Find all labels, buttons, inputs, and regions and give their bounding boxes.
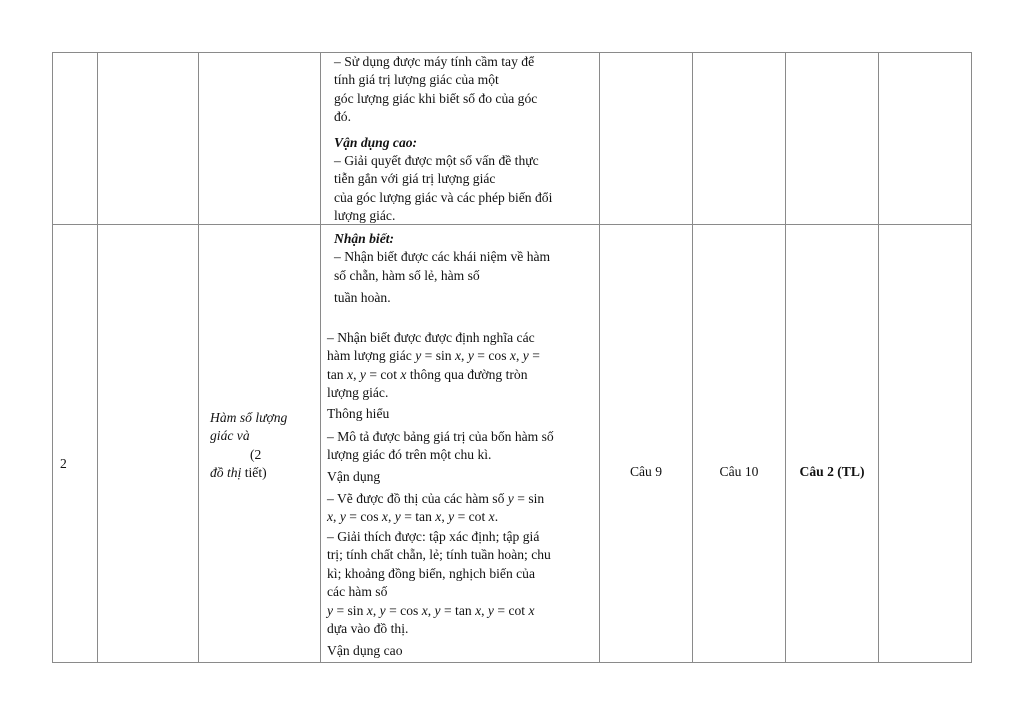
content-line: góc lượng giác khi biết số đo của góc	[334, 91, 538, 106]
content-line: của góc lượng giác và các phép biến đổi	[334, 190, 553, 205]
section-heading-van-dung-cao: Vận dụng cao:	[334, 135, 418, 150]
content-line: kì; khoảng đồng biến, nghịch biến của	[327, 566, 536, 581]
content-line: x, y = cos x, y = tan x, y = cot x.	[327, 509, 499, 524]
unit-name-line: đồ thị tiết)	[210, 465, 267, 480]
section-heading-van-dung-cao: Vận dụng cao	[327, 643, 403, 658]
content-line: số chẵn, hàm số lẻ, hàm số	[334, 268, 480, 283]
content-line: – Sử dụng được máy tính cầm tay để	[334, 54, 535, 69]
section-heading-van-dung: Vận dụng	[327, 469, 381, 484]
unit-name-line: giác và	[210, 428, 250, 443]
content-line: trị; tính chất chẵn, lẻ; tính tuần hoàn; chu	[327, 547, 551, 562]
unit-periods: (2	[250, 447, 262, 462]
content-line: các hàm số	[327, 584, 388, 599]
content-line: – Nhận biết được được định nghĩa các	[327, 330, 535, 345]
content-line: tan x, y = cot x thông qua đường tròn	[327, 367, 528, 382]
content-line: tính giá trị lượng giác của một	[334, 72, 499, 87]
content-line: lượng giác.	[327, 385, 389, 400]
question-understand: Câu 10	[719, 464, 759, 479]
content-line: – Mô tả được bảng giá trị của bốn hàm số	[327, 429, 554, 444]
content-line: dựa vào đồ thị.	[327, 621, 409, 636]
content-line: hàm lượng giác y = sin x, y = cos x, y =	[327, 348, 540, 363]
content-line: tuần hoàn.	[334, 290, 391, 305]
content-line: y = sin x, y = cos x, y = tan x, y = cot x	[327, 603, 535, 618]
section-heading-thong-hieu: Thông hiểu	[327, 406, 390, 421]
section-heading-nhan-biet: Nhận biết:	[334, 231, 395, 246]
content-line: – Giải quyết được một số vấn đề thực	[334, 153, 539, 168]
row-number: 2	[60, 456, 67, 471]
question-recognize: Câu 9	[629, 464, 663, 479]
content-line: lượng giác.	[334, 208, 396, 223]
unit-name-line: Hàm số lượng	[210, 410, 288, 425]
content-line: – Nhận biết được các khái niệm về hàm	[334, 249, 551, 264]
content-line: – Vẽ được đồ thị của các hàm số y = sin	[327, 491, 545, 506]
content-line: tiễn gắn với giá trị lượng giác	[334, 171, 496, 186]
content-line: đó.	[334, 109, 351, 124]
question-apply: Câu 2 (TL)	[799, 464, 865, 479]
content-line: – Giải thích được: tập xác định; tập giá	[327, 529, 540, 544]
content-line: lượng giác đó trên một chu kì.	[327, 447, 492, 462]
